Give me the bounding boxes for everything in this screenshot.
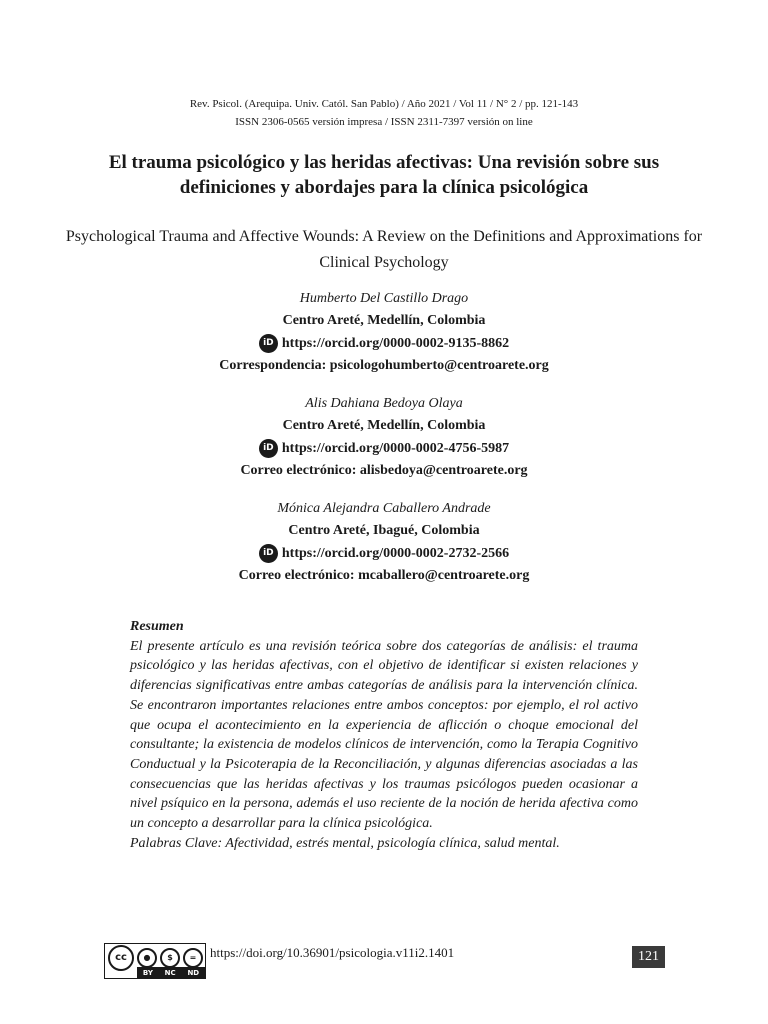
author-affiliation: Centro Areté, Medellín, Colombia — [282, 417, 486, 433]
orcid-icon: iD — [259, 544, 278, 563]
author-1 — [0, 288, 768, 376]
author-email[interactable]: Correo electrónico: mcaballero@centroarete.org — [238, 567, 530, 583]
orcid-link[interactable]: https://orcid.org/0000-0002-4756-5987 — [281, 441, 510, 456]
cc-icon: cc — [108, 945, 134, 971]
page-number: 121 — [632, 946, 665, 968]
author-email[interactable]: Correo electrónico: alisbedoya@centroarete.org — [240, 462, 528, 478]
abstract-body: El presente artículo es una revisión teórica sobre dos categorías de análisis: el trauma psicológico y las heridas afectivas, con el objetivo de identificar si existen relaciones y diferencias significativas entre ambas categorías de análisis para la intervención clínica. Se encontraron importantes relaciones entre ambos conceptos: por ejemplo, el rol activo que ocupa el acontecimiento en la experiencia de aflicción o choque emocional del consultante; la existencia de modelos clínicos de intervención, como la Terapia Cognitivo Conductual y la Psicoterapia de la Reconciliación, y algunas diferencias asociadas a las consecuencias que las heridas afectivas y los traumas psicólogos pueden ocasionar a nivel psíquico en la persona, además el uso reciente de la noción de herida afectiva como un concepto a desarrollar para la clínica psicológica. — [130, 638, 638, 832]
author-name: Mónica Alejandra Caballero Andrade — [277, 501, 491, 516]
abstract — [130, 617, 638, 853]
author-name: Humberto Del Castillo Drago — [299, 291, 469, 306]
license-nc: NC — [164, 968, 176, 977]
author-affiliation: Centro Areté, Medellín, Colombia — [282, 312, 486, 328]
noncommercial-icon: $ — [160, 948, 180, 968]
journal-header — [0, 95, 768, 131]
keywords: Palabras Clave: Afectividad, estrés mental, psicología clínica, salud mental. — [130, 835, 560, 851]
author-name: Alis Dahiana Bedoya Olaya — [305, 396, 463, 411]
orcid-icon: iD — [259, 439, 278, 458]
orcid-link[interactable]: https://orcid.org/0000-0002-2732-2566 — [281, 546, 510, 561]
author-2 — [0, 393, 768, 481]
journal-citation: Rev. Psicol. (Arequipa. Univ. Catól. San Pablo) / Año 2021 / Vol 11 / N° 2 / pp. 121-143 — [189, 98, 579, 110]
doi-link[interactable]: https://doi.org/10.36901/psicologia.v11i2.1401 — [210, 945, 455, 960]
title-english: Psychological Trauma and Affective Wounds: A Review on the Definitions and Approximations for Clinical Psychology — [65, 228, 703, 271]
abstract-heading: Resumen — [130, 619, 184, 634]
license-by: BY — [142, 968, 153, 977]
author-email[interactable]: Correspondencia: psicologohumberto@centroarete.org — [219, 357, 549, 373]
orcid-icon: iD — [259, 334, 278, 353]
authors-block — [0, 288, 768, 603]
attribution-icon: ● — [137, 948, 157, 968]
orcid-link[interactable]: https://orcid.org/0000-0002-9135-8862 — [281, 336, 510, 351]
cc-license-badge[interactable] — [104, 943, 206, 979]
author-affiliation: Centro Areté, Ibagué, Colombia — [288, 522, 480, 538]
license-nd: ND — [187, 968, 200, 977]
noderivatives-icon: = — [183, 948, 203, 968]
title-spanish: El trauma psicológico y las heridas afectivas: Una revisión sobre sus definiciones y abordajes para la clínica psicológica — [108, 152, 660, 198]
journal-issn: ISSN 2306-0565 versión impresa / ISSN 2311-7397 versión on line — [235, 116, 533, 128]
author-3 — [0, 498, 768, 586]
